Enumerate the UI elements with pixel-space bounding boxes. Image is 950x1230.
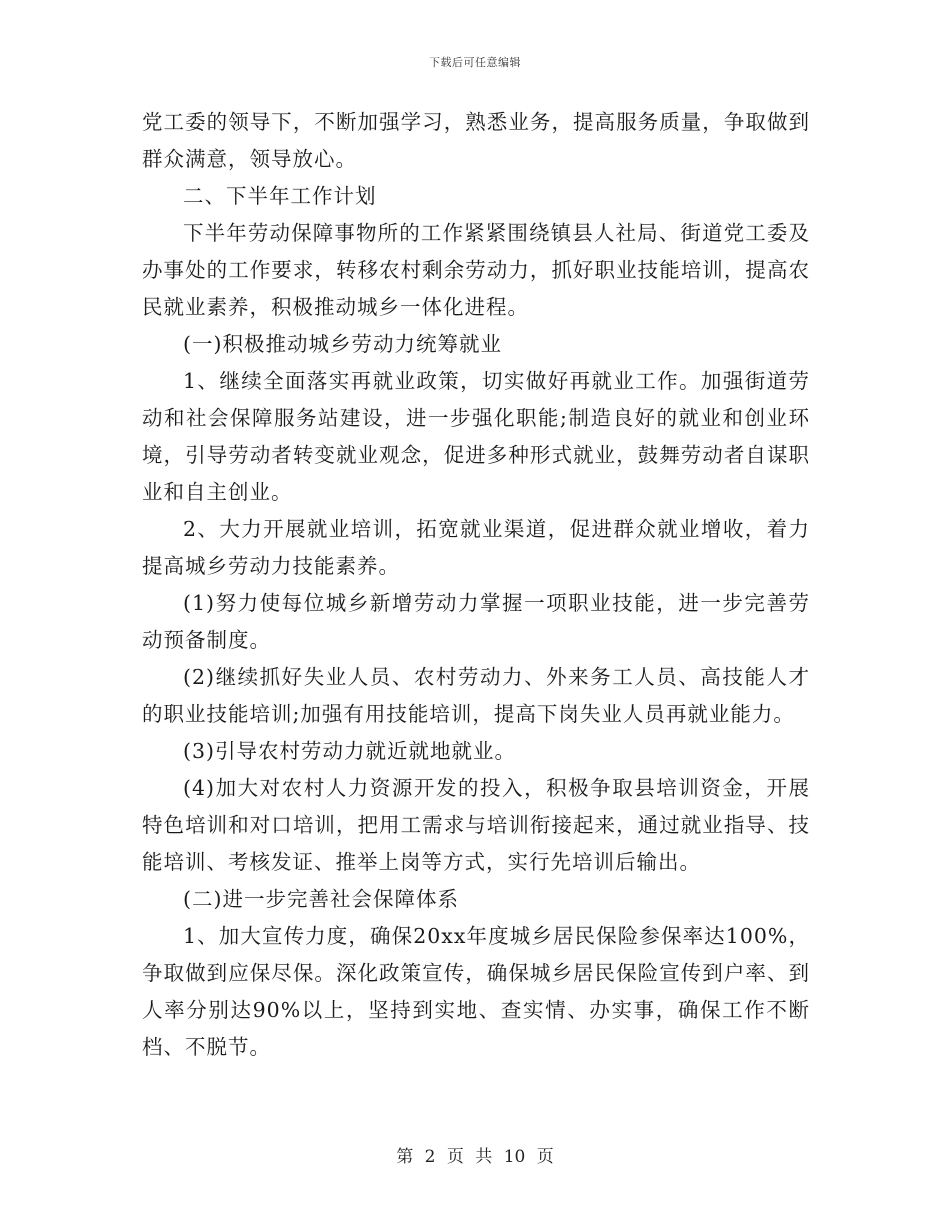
paragraph-10: (4)加大对农村人力资源开发的投入，积极争取县培训资金，开展特色培训和对口培训，把用工需求与培训衔接起来，通过就业指导、技能培训、考核发证、推举上岗等方式，实行先培训后输出。 xyxy=(142,776,810,874)
paragraph-9: (3)引导农村劳动力就近就地就业。 xyxy=(183,739,517,763)
page-footer: 第 2 页 共 10 页 xyxy=(396,1147,554,1167)
paragraph-8: (2)继续抓好失业人员、农村劳动力、外来务工人员、高技能人才的职业技能培训;加强有用技能培训，提高下岗失业人员再就业能力。 xyxy=(142,665,810,726)
page-header: 下载后可任意编辑 xyxy=(429,56,521,69)
paragraph-1: 党工委的领导下，不断加强学习，熟悉业务，提高服务质量，争取做到群众满意，领导放心。 xyxy=(142,110,810,171)
paragraph-6: 2、大力开展就业培训，拓宽就业渠道，促进群众就业增收，着力提高城乡劳动力技能素养。 xyxy=(142,517,810,578)
paragraph-7: (1)努力使每位城乡新增劳动力掌握一项职业技能，进一步完善劳动预备制度。 xyxy=(142,591,810,652)
paragraph-5: 1、继续全面落实再就业政策，切实做好再就业工作。加强街道劳动和社会保障服务站建设，进一步强化职能;制造良好的就业和创业环境，引导劳动者转变就业观念，促进多种形式就业，鼓舞劳动者自谋职业和自主创业。 xyxy=(142,369,810,504)
section-heading-2: 二、下半年工作计划 xyxy=(183,184,377,208)
paragraph-3: 下半年劳动保障事物所的工作紧紧围绕镇县人社局、街道党工委及办事处的工作要求，转移农村剩余劳动力，抓好职业技能培训，提高农民就业素养，积极推动城乡一体化进程。 xyxy=(142,221,810,319)
subsection-heading-2: (二)进一步完善社会保障体系 xyxy=(183,887,459,911)
subsection-heading-1: (一)积极推动城乡劳动力统筹就业 xyxy=(183,332,502,356)
paragraph-12: 1、加大宣传力度，确保20xx年度城乡居民保险参保率达100%，争取做到应保尽保。深化政策宣传，确保城乡居民保险宣传到户率、到人率分别达90%以上，坚持到实地、查实情、办实事，确保工作不断档、不脱节。 xyxy=(142,924,810,1059)
document-body xyxy=(142,104,810,1066)
